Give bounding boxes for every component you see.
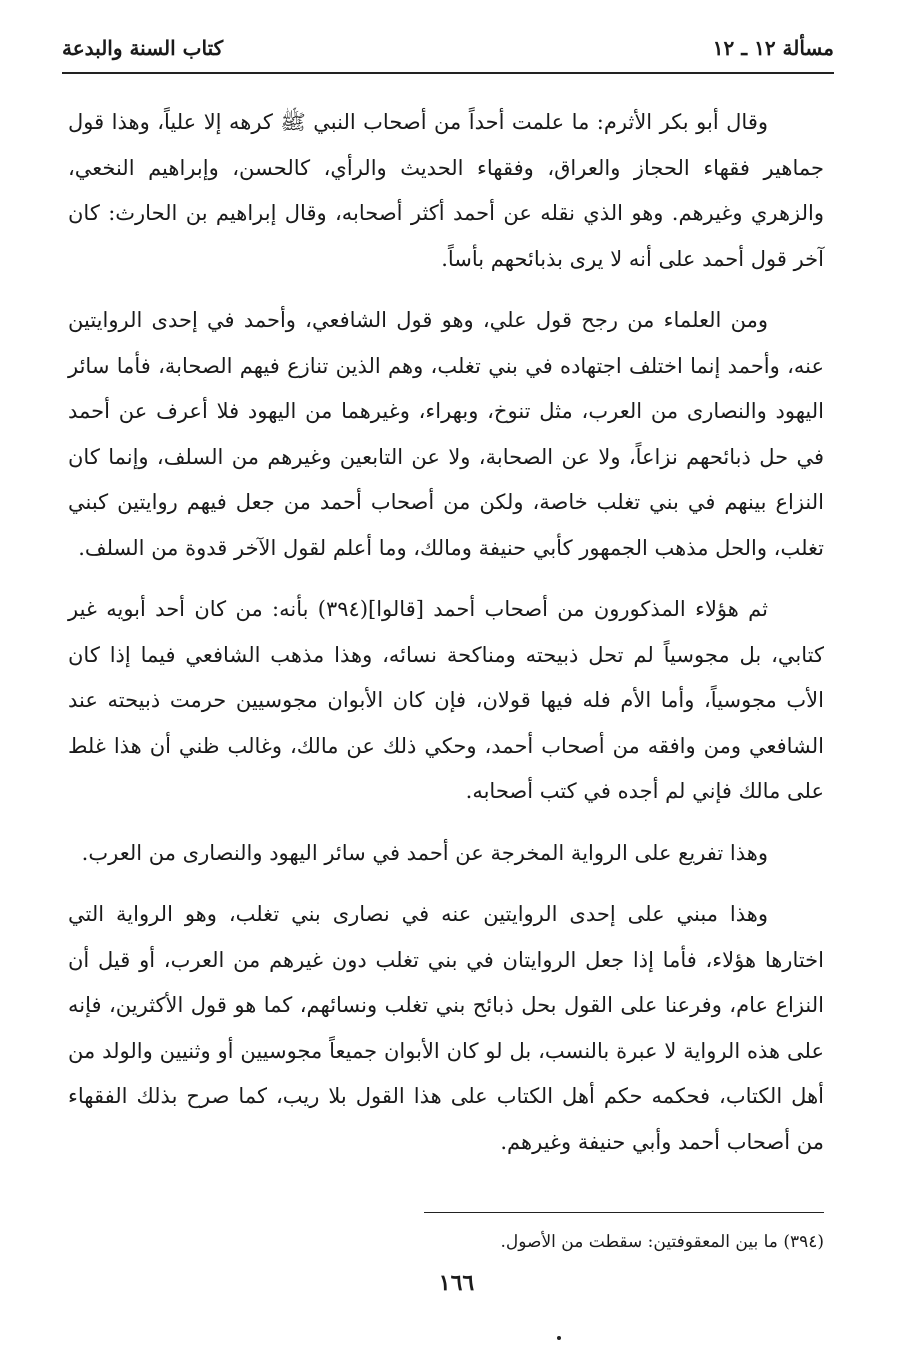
- paragraph-3: ثم هؤلاء المذكورون من أصحاب أحمد [قالوا](٣٩٤) بأنه: من كان أحد أبويه غير كتابي، بل مجوسياً لم تحل ذبيحته ومناكحة نسائه، وهذا مذهب الشافعي فيما إذا كان الأب مجوسياً، وأما الأم فله فيها قولان، فإن كان الأبوان مجوسيين حرمت ذبيحته عند الشافعي ومن وافقه من أصحاب أحمد، وحكي ذلك عن مالك، وغالب ظني أن هذا غلط على مالك فإني لم أجده في كتب أصحابه.: [68, 597, 824, 803]
- footnote-rule: [424, 1212, 824, 1213]
- page-number: ١٦٦: [438, 1270, 475, 1296]
- main-text: [68, 100, 824, 1165]
- paragraph-5: وهذا مبني على إحدى الروايتين عنه في نصارى بني تغلب، وهو الرواية التي اختارها هؤلاء، فأما إذا جعل الروايتان في بني تغلب دون غيرهم من العرب، أو قيل أن النزاع عام، وفرعنا على القول بحل ذبائح بني تغلب ونسائهم، كما هو قول الأكثرين، فإنه على هذه الرواية لا عبرة بالنسب، بل لو كان الأبوان جميعاً مجوسيين أو وثنيين والولد من أهل الكتاب، فحكمه حكم أهل الكتاب على هذا القول بلا ريب، كما صرح بذلك الفقهاء من أصحاب أحمد وأبي حنيفة وغيرهم.: [68, 902, 824, 1154]
- paragraph-1: وقال أبو بكر الأثرم: ما علمت أحداً من أصحاب النبي ﷺ كرهه إلا علياً، وهذا قول جماهير فقهاء الحجاز والعراق، وفقهاء الحديث والرأي، كالحسن، وإبراهيم النخعي، والزهري وغيرهم. وهو الذي نقله عن أحمد أكثر أصحابه، وقال إبراهيم بن الحارث: كان آخر قول أحمد على أنه لا يرى بذبائحهم بأساً.: [68, 110, 824, 271]
- paragraph-4: وهذا تفريع على الرواية المخرجة عن أحمد في سائر اليهود والنصارى من العرب.: [81, 840, 768, 865]
- issue-label: مسألة ١٢ ـ ١٢: [712, 36, 834, 60]
- paragraph-2: ومن العلماء من رجح قول علي، وهو قول الشافعي، وأحمد في إحدى الروايتين عنه، وأحمد إنما اختلف اجتهاده في بني تغلب، وهم الذين تنازع فيهم الصحابة، فأما سائر اليهود والنصارى من العرب، مثل تنوخ، وبهراء، وغيرهما من اليهود فلا أعرف عن أحمد في حل ذبائحهم نزاعاً، ولا عن الصحابة، ولا عن التابعين وغيرهم من السلف، وإنما كان النزاع بينهم في بني تغلب خاصة، ولكن من أصحاب أحمد من جعل فيهم روايتين كبني تغلب، والحل مذهب الجمهور كأبي حنيفة ومالك، وما أعلم لقول الآخر قدوة من السلف.: [68, 308, 824, 560]
- running-header: [62, 32, 834, 70]
- header-rule: [62, 72, 834, 74]
- scan-speck: [557, 1336, 561, 1340]
- book-title: كتاب السنة والبدعة: [62, 36, 224, 60]
- footnote: (٣٩٤) ما بين المعقوفتين: سقطت من الأصول.: [500, 1232, 824, 1252]
